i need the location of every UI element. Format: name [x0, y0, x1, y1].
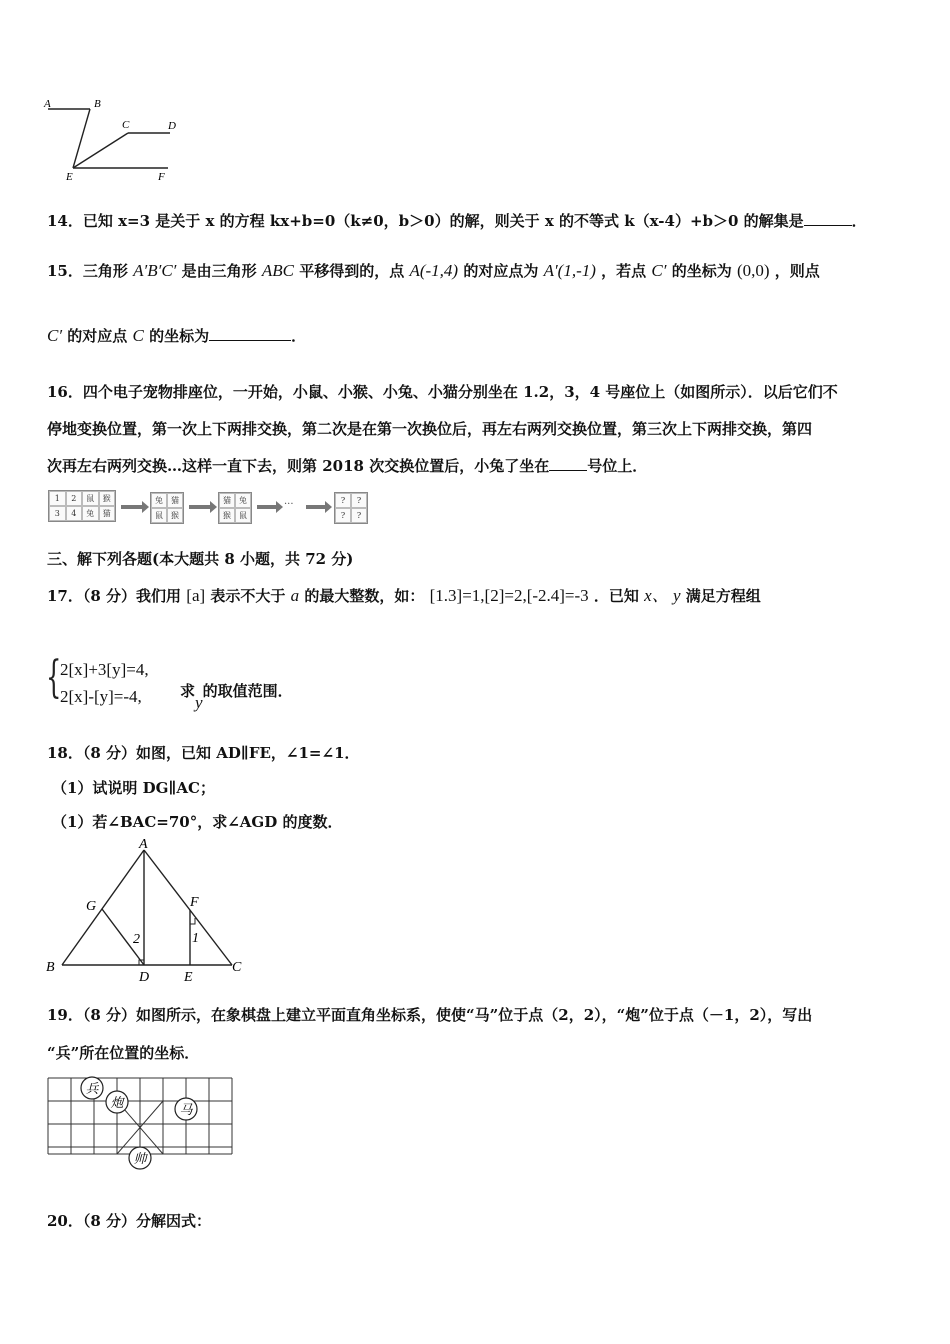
q17-system-brace: {: [46, 652, 62, 703]
seat-number: 2: [66, 491, 83, 506]
label-E: E: [184, 970, 193, 985]
seat-pet: 鼠: [151, 508, 167, 523]
question-15-line2: [47, 325, 306, 346]
q17-ask: [180, 680, 293, 712]
q15-point-c-prime: C′: [651, 261, 667, 280]
seat-pet: 鼠: [82, 491, 99, 506]
label-D: D: [139, 970, 150, 985]
seat-pet: 猴: [167, 508, 183, 523]
piece-label: 帅: [133, 1151, 147, 1166]
q15-part: 的对应点为: [463, 262, 539, 280]
angle-2-label: 2: [133, 932, 140, 947]
q15-blank: [209, 326, 291, 341]
q15-point-c: C: [132, 326, 144, 345]
label-F: F: [158, 171, 165, 183]
q17-var-y: y: [195, 693, 203, 712]
label-A: A: [44, 98, 51, 110]
question-16-line3: [47, 455, 647, 476]
q15-part: 的坐标为: [149, 327, 210, 345]
seat-number: 3: [49, 506, 66, 521]
seat-unknown: ?: [335, 508, 351, 523]
q16-text-end: 号位上．: [587, 457, 648, 475]
seat-number: 1: [49, 491, 66, 506]
question-19-line1: 19．（8 分）如图所示，在象棋盘上建立平面直角坐标系，使使“马”位于点（2，2），“炮”位于点（－1，2），写出: [47, 1006, 813, 1024]
seat-unknown: ?: [351, 508, 367, 523]
piece-bing: [81, 1077, 103, 1099]
q17-examples: [1.3]=1,[2]=2,[-2.4]=-3: [429, 586, 589, 605]
q15-part: 是由三角形: [181, 262, 257, 280]
question-20-title: 20．（8 分）分解因式：: [47, 1212, 212, 1230]
q14-blank: [804, 211, 852, 226]
seat-pet: 兔: [235, 493, 251, 508]
q15-origin: (0,0): [736, 261, 770, 280]
question-15-line1: [47, 260, 820, 281]
q14-end: ．: [851, 212, 867, 230]
seat-pet: 猫: [219, 493, 235, 508]
q15-end: ．: [291, 327, 307, 345]
q16-text: 次再左右两列交换…这样一直下去，则第 2018 次交换位置后，小兔了坐在: [47, 457, 550, 475]
label-E: E: [66, 171, 73, 183]
q15-part: ，则点: [774, 262, 820, 280]
seat-pet: 猫: [99, 506, 116, 521]
piece-ma: [175, 1098, 197, 1120]
question-17-line1: [47, 581, 761, 606]
q15-part: ，若点: [601, 262, 647, 280]
question-14: [47, 210, 867, 231]
piece-label: 马: [179, 1102, 193, 1117]
arrow-icon: [121, 505, 143, 509]
seat-pet: 猫: [167, 493, 183, 508]
label-D: D: [168, 120, 176, 132]
label-B: B: [46, 960, 55, 975]
question-16-line2: 停地变换位置，第一次上下两排交换，第二次是在第一次换位后，再左右两列交换位置，第三次上下两排交换，第四: [47, 420, 813, 438]
arrow-icon: [306, 505, 326, 509]
seat-chart-unknown: [334, 492, 368, 524]
q15-part: 的对应点: [67, 327, 128, 345]
question-16-line1: 16．四个电子宠物排座位，一开始，小鼠、小猴、小兔、小猫分别坐在 1.2，3，4 号座位上（如图所示）．以后它们不: [47, 383, 838, 401]
q17-part: 满足方程组: [685, 587, 761, 605]
label-B: B: [94, 98, 101, 110]
ellipsis: ···: [284, 499, 294, 510]
arrow-icon: [189, 505, 211, 509]
seat-chart-step1: [150, 492, 184, 524]
label-F: F: [190, 895, 199, 910]
q15-point-c-prime: C′: [47, 326, 63, 345]
seat-chart-step2: [218, 492, 252, 524]
angle-1-label: 1: [192, 931, 199, 946]
q15-triangle: ABC: [261, 261, 294, 280]
q15-point-a: A(-1,4): [409, 261, 459, 280]
seat-pet: 鼠: [235, 508, 251, 523]
question-18-sub1: （1）试说明 DG∥AC；: [52, 779, 215, 797]
q17-part: ．已知: [593, 587, 639, 605]
question-19-line2: “兵”所在位置的坐标．: [47, 1044, 200, 1062]
q17-part: 表示不大于: [210, 587, 286, 605]
q17-part: 的最大整数，如：: [304, 587, 425, 605]
q17-part: 17．（8 分）我们用: [47, 587, 182, 605]
q17-floor-a: [a]: [186, 586, 206, 605]
q14-text: 14．已知 x=3 是关于 x 的方程 kx+b=0（k≠0，b＞0）的解，则关于 x 的不等式 k（x-4）+b＞0 的解集是: [47, 212, 804, 230]
figure-q13: [40, 96, 190, 186]
seat-chart-initial: [48, 490, 116, 522]
q17-equation-1: 2[x]+3[y]=4,: [60, 660, 149, 679]
chess-board-figure: [44, 1072, 244, 1172]
q15-point-a-prime: A′(1,-1): [543, 261, 596, 280]
q17-equation-2: 2[x]-[y]=-4,: [60, 687, 142, 706]
q17-var-a: a: [290, 586, 300, 605]
figure-q18: [40, 838, 260, 988]
label-C: C: [122, 119, 130, 131]
label-A: A: [139, 838, 148, 852]
q15-part: 的坐标为: [671, 262, 732, 280]
seat-unknown: ?: [351, 493, 367, 508]
seat-unknown: ?: [335, 493, 351, 508]
q17-part: 的取值范围．: [202, 682, 293, 700]
label-G: G: [86, 899, 97, 914]
question-18-title: 18．（8 分）如图，已知 AD∥FE，∠1=∠1．: [47, 744, 360, 762]
section-heading: 三、解下列各题(本大题共 8 小题，共 72 分): [47, 550, 354, 568]
piece-shuai: [129, 1147, 151, 1169]
q17-part: 求: [180, 682, 196, 700]
seat-pet: 猴: [99, 491, 116, 506]
arrow-icon: [257, 505, 277, 509]
q16-blank: [549, 456, 587, 471]
seat-pet: 兔: [82, 506, 99, 521]
question-18-sub2: （1）若∠BAC=70°，求∠AGD 的度数．: [52, 813, 343, 831]
seat-pet: 兔: [151, 493, 167, 508]
piece-label: 炮: [110, 1095, 124, 1110]
piece-label: 兵: [85, 1081, 99, 1096]
q15-part: 15．三角形: [47, 262, 128, 280]
q15-triangle-prime: A′B′C′: [133, 261, 177, 280]
q17-vars: x、 y: [644, 586, 681, 605]
label-C: C: [232, 960, 242, 975]
piece-pao: [106, 1091, 128, 1113]
q15-part: 平移得到的，点: [299, 262, 405, 280]
seat-pet: 猴: [219, 508, 235, 523]
seat-number: 4: [66, 506, 83, 521]
